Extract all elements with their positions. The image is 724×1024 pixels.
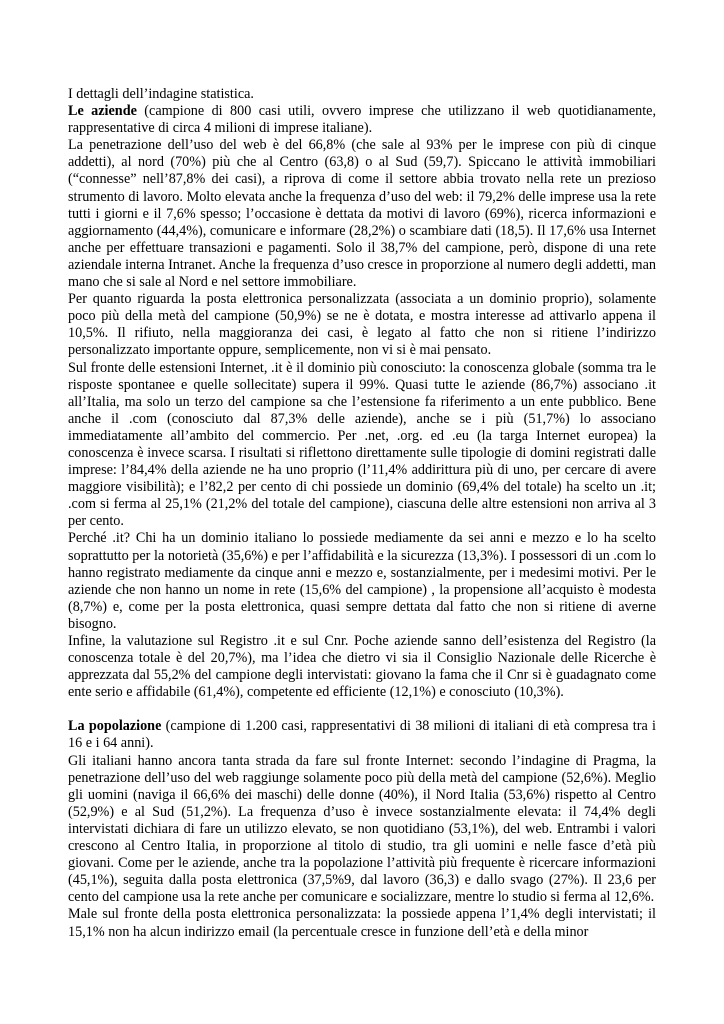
aziende-paragraph-penetration: La penetrazione dell’uso del web è del 66,8% (che sale al 93% per le imprese con più di cinque addetti), al nord (70%) più che al Centro (63,8) o al Sud (59,7). Spiccano le attività immobiliari (“connesse” nell’87,8% dei casi), a riprova di come il settore abbia trovato nella rete un prezioso strumento di lavoro. Molto elevata anche la frequenza d’uso del web: il 79,2% delle imprese usa la rete tutti i giorni e il 7,6% spesso; l’occasione è dettata da motivi di lavoro (69%), ricerca informazioni e aggiornamento (44,4%), comunicare e informare (28,2%) o scambiare dati (18,5). Il 17,6% usa Internet anche per effettuare transazioni e pagamenti. Solo il 38,7% del campione, però, dispone di una rete aziendale interna Intranet. Anche la frequenza d’uso cresce in proporzione al numero degli addetti, man mano che si sale al Nord e nel settore immobiliare.	[68, 137, 656, 291]
aziende-paragraph-why-it: Perché .it? Chi ha un dominio italiano lo possiede mediamente da sei anni e mezzo e lo ha scelto soprattutto per la notorietà (35,6%) e per l’affidabilità e la sicurezza (13,3%). I possessori di un .com lo hanno registrato mediamente da cinque anni e mezzo e, sostanzialmente, per i medesimi motivi. Per le aziende che non hanno un nome in rete (15,6% del campione) , la propensione all’acquisto è modesta (8,7%) e, come per la posta elettronica, quasi sempre dettata dal fatto che non si ritiene di averne bisogno.	[68, 530, 656, 632]
aziende-heading: Le aziende	[68, 103, 137, 120]
popolazione-paragraph-email: Male sul fronte della posta elettronica personalizzata: la possiede appena l’1,4% degli intervistati; il 15,1% non ha alcun indirizzo email (la percentuale cresce in funzione dell’età e della minor	[68, 906, 656, 940]
aziende-paragraph-extensions: Sul fronte delle estensioni Internet, .it è il dominio più conosciuto: la conoscenza globale (somma tra le risposte spontanee e quelle sollecitate) supera il 99%. Quasi tutte le aziende (86,7%) associano .it all’Italia, ma solo un terzo del campione sa che l’estensione fa riferimento a un ente pubblico. Bene anche il .com (conosciuto dal 87,3% delle aziende), anche se i più (51,7%) lo associano immediatamente all’ambito del commercio. Per .net, .org. ed .eu (la targa Internet europea) la conoscenza è invece scarsa. I risultati si riflettono direttamente sulle tipologie di domini registrati dalle imprese: l’84,4% della aziende ne ha uno proprio (l’11,4% addirittura più di uno, per cercare di avere maggiore visibilità); e l’82,2 per cento di chi possiede un dominio (69,4% del totale) ha scelto un .it; .com si ferma al 25,1% (21,2% del totale del campione), ciascuna delle altre estensioni non arriva al 3 per cento.	[68, 359, 656, 530]
popolazione-paragraph-usage: Gli italiani hanno ancora tanta strada da fare sul fronte Internet: secondo l’indagine di Pragma, la penetrazione dell’uso del web raggiunge solamente poco più della metà del campione (52,6%). Meglio gli uomini (naviga il 66,6% dei maschi) delle donne (40%), il Nord Italia (53,6%) rispetto al Centro (52,9%) e al Sud (51,2%). La frequenza d’uso è invece sostanzialmente elevata: il 74,4% degli intervistati dichiara di fare un utilizzo elevato, se non quotidiano (53,1%), del web. Entrambi i valori crescono al Centro Italia, in proporzione al titolo di studio, tra gli uomini e nelle fasce d’età più giovani. Come per le aziende, anche tra la popolazione l’attività più frequente è ricercare informazioni (45,1%), seguita dalla posta elettronica (37,5%9, dal lavoro (36,3) e dallo svago (27%). Il 23,6 per cento del campione usa la rete anche per comunicare e socializzare, mentre lo studio si ferma al 12,6%.	[68, 752, 656, 906]
popolazione-lead-text: (campione di 1.200 casi, rappresentativi di 38 milioni di italiani di età compresa tra i 16 e i 64 anni).	[68, 718, 656, 752]
aziende-lead-text: (campione di 800 casi utili, ovvero imprese che utilizzano il web quotidianamente, rappresentative di circa 4 milioni di imprese italiane).	[68, 103, 657, 137]
aziende-lead-paragraph	[68, 103, 656, 137]
document-body	[68, 86, 656, 941]
aziende-paragraph-registro: Infine, la valutazione sul Registro .it e sul Cnr. Poche aziende sanno dell’esistenza del Registro (la conoscenza totale è del 20,7%), ma l’idea che dietro vi sia il Consiglio Nazionale delle Ricerche è apprezzata dal 55,2% del campione degli intervistati: giovano la fama che il Cnr si è guadagnato come ente serio e affidabile (61,4%), competente ed efficiente (12,1%) e conosciuto (10,3%).	[68, 633, 656, 701]
popolazione-lead-paragraph	[68, 718, 656, 752]
popolazione-heading: La popolazione	[68, 718, 162, 735]
intro-line: I dettagli dell’indagine statistica.	[68, 86, 254, 102]
aziende-paragraph-email: Per quanto riguarda la posta elettronica personalizzata (associata a un dominio proprio), solamente poco più della metà del campione (50,9%) se ne è dotata, e mostra interesse ad attivarlo appena il 10,5%. Il rifiuto, nella maggioranza dei casi, è legato al fatto che non si ritiene l’indirizzo personalizzato importante oppure, semplicemente, non vi si è mai pensato.	[68, 291, 656, 359]
